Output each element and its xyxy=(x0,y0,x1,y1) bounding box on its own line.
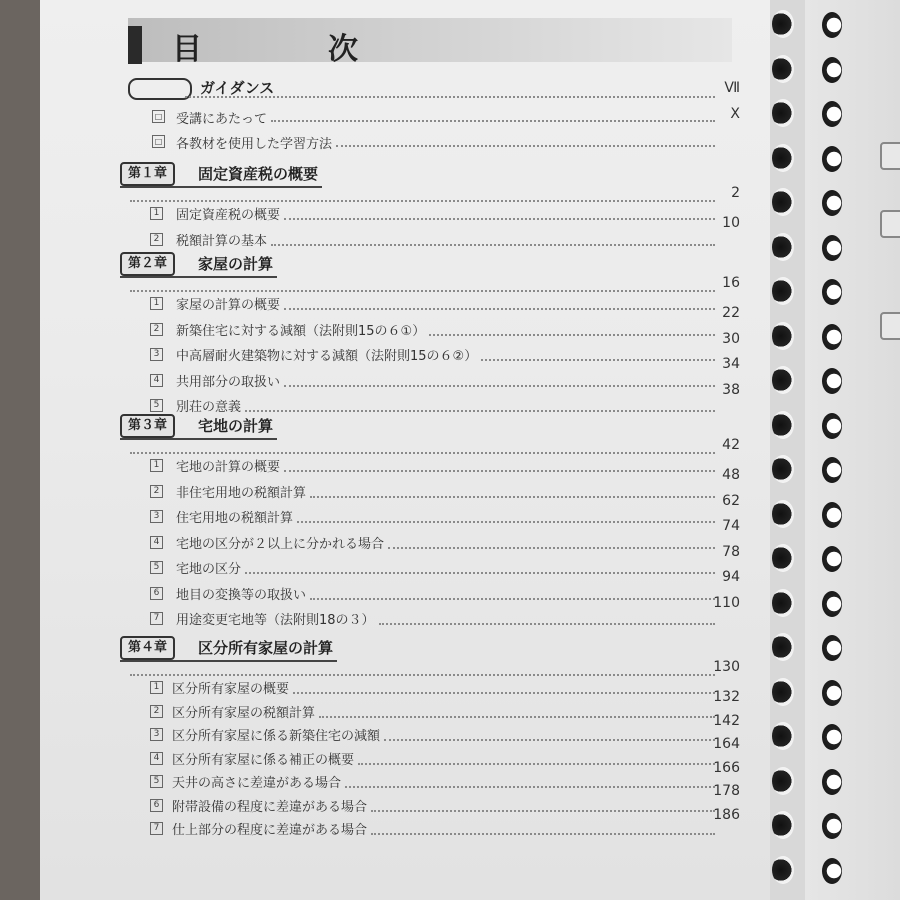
item-number-icon: 2 xyxy=(150,233,163,246)
item-label: 宅地の計算の概要 xyxy=(176,460,281,475)
page-number: 10 xyxy=(722,215,740,231)
item-label: 用途変更宅地等（法附則18の３） xyxy=(176,613,375,628)
dot-leader xyxy=(130,452,715,454)
page-number: 132 xyxy=(713,689,740,705)
binding-ring xyxy=(822,546,842,572)
item-number-icon: 5 xyxy=(150,399,163,412)
item-label: 宅地の区分 xyxy=(176,562,242,577)
item-number-icon: 1 xyxy=(150,459,163,472)
item-number-icon: 1 xyxy=(150,297,163,310)
dot-leader xyxy=(130,290,715,292)
item-number-icon: 5 xyxy=(150,775,163,788)
guidance-title: ガイダンス xyxy=(200,79,275,97)
binding-ring xyxy=(772,455,794,483)
binding-ring xyxy=(822,368,842,394)
chapter-badge: 第３章 xyxy=(120,414,175,438)
chapter-badge: 第４章 xyxy=(120,636,175,660)
item-number-icon: 4 xyxy=(150,752,163,765)
checkbox-icon: □ xyxy=(152,135,165,148)
binding-ring xyxy=(822,813,842,839)
chapter-title: 宅地の計算 xyxy=(198,417,274,435)
binding-ring xyxy=(822,101,842,127)
page-number: 2 xyxy=(731,185,740,201)
page-number: 42 xyxy=(722,437,740,453)
binding-ring xyxy=(772,811,794,839)
binding-ring xyxy=(772,55,794,83)
dot-leader xyxy=(371,810,715,812)
item-label: 別荘の意義 xyxy=(176,400,242,415)
next-page-marker xyxy=(880,312,900,340)
binding-ring xyxy=(772,411,794,439)
item-label: 附帯設備の程度に差違がある場合 xyxy=(172,799,368,815)
item-label: 地目の変換等の取扱い xyxy=(176,587,307,603)
item-label: 家屋の計算の概要 xyxy=(176,298,281,313)
item-label: 各教材を使用した学習方法 xyxy=(176,137,333,152)
page-number: 48 xyxy=(722,467,740,483)
binding-ring xyxy=(772,188,794,216)
binding-ring xyxy=(772,277,794,305)
item-label: 仕上部分の程度に差違がある場合 xyxy=(172,823,368,838)
item-label: 区分所有家屋に係る補正の概要 xyxy=(172,752,355,768)
dot-leader xyxy=(284,308,715,310)
item-number-icon: 6 xyxy=(150,799,163,812)
item-number-icon: 3 xyxy=(150,510,163,523)
item-number-icon: 7 xyxy=(150,612,163,625)
item-number-icon: 6 xyxy=(150,587,163,600)
chapter-title: 区分所有家屋の計算 xyxy=(198,639,334,657)
dot-leader xyxy=(481,359,715,361)
dot-leader xyxy=(271,244,715,246)
page-number: Ⅹ xyxy=(730,106,740,122)
binding-ring xyxy=(772,678,794,706)
item-label: 天井の高さに差違がある場合 xyxy=(172,776,342,791)
page-number: 34 xyxy=(722,356,740,372)
item-label: 住宅用地の税額計算 xyxy=(176,511,294,526)
dot-leader xyxy=(130,200,715,202)
binding-ring xyxy=(822,591,842,617)
dot-leader xyxy=(310,598,715,600)
item-label: 宅地の区分が２以上に分かれる場合 xyxy=(176,536,385,552)
item-number-icon: 5 xyxy=(150,561,163,574)
page-number: 94 xyxy=(722,569,740,585)
title-marker xyxy=(128,26,142,64)
dot-leader xyxy=(384,739,715,741)
dot-leader xyxy=(310,496,715,498)
item-label: 新築住宅に対する減額（法附則15の６①） xyxy=(176,323,426,339)
chapter-underline xyxy=(120,438,277,440)
dot-leader xyxy=(284,470,715,472)
item-label: 非住宅用地の税額計算 xyxy=(176,485,307,501)
page-number: 22 xyxy=(722,305,740,321)
item-label: 区分所有家屋の概要 xyxy=(172,682,290,697)
item-number-icon: 2 xyxy=(150,705,163,718)
binding-ring xyxy=(822,769,842,795)
page-number: 166 xyxy=(713,759,740,776)
binding-ring xyxy=(822,279,842,305)
binding-ring xyxy=(822,413,842,439)
chapter-title: 固定資産税の概要 xyxy=(198,165,319,183)
page-number: Ⅶ xyxy=(724,80,740,96)
binding-ring xyxy=(822,635,842,661)
binding-ring xyxy=(822,190,842,216)
chapter-underline xyxy=(120,276,277,278)
page-number: 62 xyxy=(722,492,740,509)
next-page-edge xyxy=(805,0,900,900)
chapter-title: 家屋の計算 xyxy=(198,255,274,273)
item-label: 区分所有家屋に係る新築住宅の減額 xyxy=(172,729,381,744)
item-number-icon: 3 xyxy=(150,348,163,361)
next-page-marker xyxy=(880,142,900,170)
dot-leader xyxy=(284,385,715,387)
binding-ring xyxy=(822,680,842,706)
binding-ring xyxy=(772,767,794,795)
dot-leader xyxy=(297,521,715,523)
checkbox-icon: □ xyxy=(152,110,165,123)
page-number: 142 xyxy=(713,712,740,729)
binding-ring xyxy=(772,144,794,172)
binding-gap xyxy=(770,0,805,900)
item-label: 固定資産税の概要 xyxy=(176,208,281,223)
page-title: 目 次 xyxy=(172,32,406,67)
next-page-marker xyxy=(880,210,900,238)
page-number: 130 xyxy=(713,659,740,675)
binding-ring xyxy=(772,722,794,750)
binding-ring xyxy=(772,322,794,350)
document-page xyxy=(40,0,770,900)
page-number: 186 xyxy=(713,806,740,823)
dot-leader xyxy=(371,833,715,835)
item-number-icon: 1 xyxy=(150,681,163,694)
page-number: 30 xyxy=(722,330,740,347)
binding-ring xyxy=(772,589,794,617)
binding-ring xyxy=(772,500,794,528)
binding-ring xyxy=(772,633,794,661)
binding-ring xyxy=(822,457,842,483)
binding-ring xyxy=(822,724,842,750)
page-number: 38 xyxy=(722,381,740,398)
page-number: 78 xyxy=(722,543,740,560)
binding-ring xyxy=(822,502,842,528)
item-number-icon: 3 xyxy=(150,728,163,741)
chapter-badge: 第２章 xyxy=(120,252,175,276)
dot-leader xyxy=(379,623,715,625)
binding-ring xyxy=(822,57,842,83)
dot-leader xyxy=(293,692,715,694)
dot-leader xyxy=(185,96,715,98)
binding-ring xyxy=(772,99,794,127)
binding-ring xyxy=(822,235,842,261)
item-label: 共用部分の取扱い xyxy=(176,374,281,390)
item-number-icon: 2 xyxy=(150,485,163,498)
binding-ring xyxy=(772,366,794,394)
item-number-icon: 2 xyxy=(150,323,163,336)
item-label: 中高層耐火建築物に対する減額（法附則15の６②） xyxy=(176,349,478,364)
binding-ring xyxy=(772,856,794,884)
page-number: 16 xyxy=(722,275,740,291)
dot-leader xyxy=(245,410,715,412)
page-number: 178 xyxy=(713,783,740,799)
item-label: 受講にあたって xyxy=(176,112,268,127)
guidance-badge xyxy=(128,78,192,100)
item-number-icon: 1 xyxy=(150,207,163,220)
dot-leader xyxy=(271,120,715,122)
binding-ring xyxy=(772,544,794,572)
page-number: 74 xyxy=(722,518,740,534)
item-label: 区分所有家屋の税額計算 xyxy=(172,705,316,721)
dot-leader xyxy=(345,786,715,788)
binding-ring xyxy=(772,233,794,261)
chapter-badge: 第１章 xyxy=(120,162,175,186)
page-number: 110 xyxy=(713,594,740,611)
dot-leader xyxy=(429,334,715,336)
binding-ring xyxy=(772,10,794,38)
dot-leader xyxy=(130,674,715,676)
dot-leader xyxy=(284,218,715,220)
item-number-icon: 4 xyxy=(150,536,163,549)
dot-leader xyxy=(358,763,715,765)
dot-leader xyxy=(245,572,715,574)
binding-ring xyxy=(822,12,842,38)
dot-leader xyxy=(388,547,715,549)
dot-leader xyxy=(319,716,715,718)
item-number-icon: 4 xyxy=(150,374,163,387)
item-label: 税額計算の基本 xyxy=(176,233,268,249)
item-number-icon: 7 xyxy=(150,822,163,835)
chapter-underline xyxy=(120,186,322,188)
page-number: 164 xyxy=(713,736,740,752)
binding-ring xyxy=(822,858,842,884)
chapter-underline xyxy=(120,660,337,662)
binding-ring xyxy=(822,146,842,172)
binding-ring xyxy=(822,324,842,350)
dot-leader xyxy=(336,145,715,147)
